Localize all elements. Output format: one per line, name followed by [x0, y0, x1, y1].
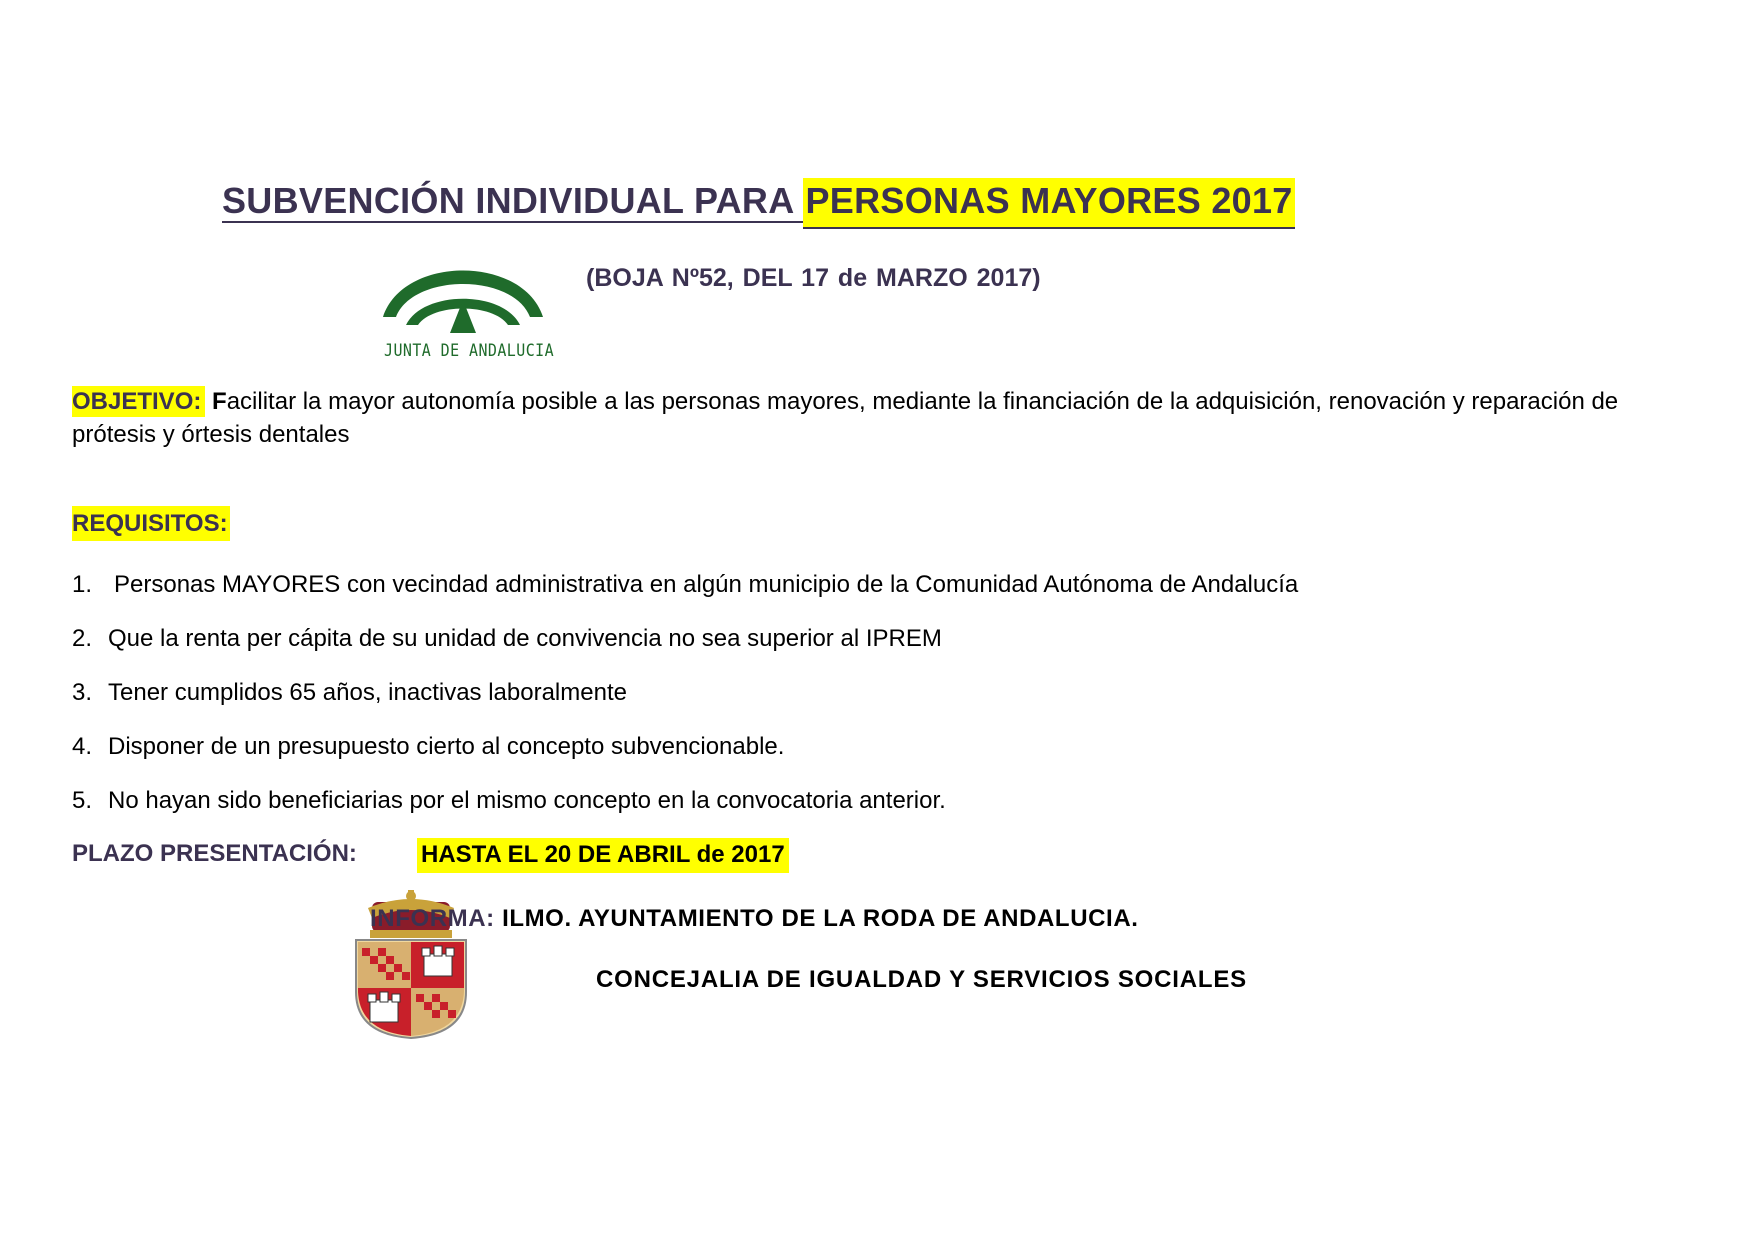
requirement-text: Disponer de un presupuesto cierto al concepto subvencionable.	[108, 733, 785, 760]
document-title	[222, 180, 1295, 222]
concejalia-department: CONCEJALIA DE IGUALDAD Y SERVICIOS SOCIALES	[596, 966, 1247, 993]
requirement-number: 3.	[72, 679, 93, 706]
informa-entity: ILMO. AYUNTAMIENTO DE LA RODA DE ANDALUCIA.	[502, 905, 1139, 932]
informa-line	[370, 905, 1139, 933]
requirement-item	[72, 733, 784, 761]
title-part-2-highlighted: PERSONAS MAYORES 2017	[803, 178, 1294, 229]
objetivo-text: acilitar la mayor autonomía posible a las personas mayores, mediante la financiación de la adquisición, renovación y reparación de prótesis y órtesis dentales	[72, 388, 1619, 448]
objetivo-label: OBJETIVO:	[72, 386, 205, 417]
plazo-label: PLAZO PRESENTACIÓN:	[72, 840, 357, 867]
requirement-text: Personas MAYORES con vecindad administrativa en algún municipio de la Comunidad Autónoma de Andalucía	[114, 571, 1299, 598]
plazo-deadline: HASTA EL 20 DE ABRIL de 2017	[417, 838, 789, 873]
requirement-item	[72, 787, 946, 815]
requirement-text: Tener cumplidos 65 años, inactivas laboralmente	[108, 679, 627, 706]
junta-de-andalucia-logo	[378, 245, 555, 365]
requisitos-heading	[72, 510, 230, 538]
requirement-number: 1.	[72, 571, 93, 598]
requisitos-label: REQUISITOS:	[72, 506, 230, 541]
title-part-1: SUBVENCIÓN INDIVIDUAL PARA	[222, 180, 804, 221]
boja-reference: (BOJA Nº52, DEL 17 de MARZO 2017)	[586, 264, 1041, 292]
junta-logo-text: JUNTA DE ANDALUCIA	[384, 341, 555, 361]
requirement-text: No hayan sido beneficiarias por el mismo concepto en la convocatoria anterior.	[108, 787, 946, 814]
informa-label: INFORMA:	[370, 905, 495, 932]
requirement-item	[72, 625, 942, 653]
junta-arches-icon	[378, 245, 548, 340]
requirement-item	[72, 679, 627, 707]
objetivo-paragraph	[72, 385, 1672, 451]
requirement-item	[72, 571, 1298, 599]
requirement-text: Que la renta per cápita de su unidad de convivencia no sea superior al IPREM	[108, 625, 942, 652]
objetivo-first-letter: F	[212, 388, 227, 415]
requirement-number: 2.	[72, 625, 93, 652]
requirement-number: 5.	[72, 787, 93, 814]
requirement-number: 4.	[72, 733, 93, 760]
